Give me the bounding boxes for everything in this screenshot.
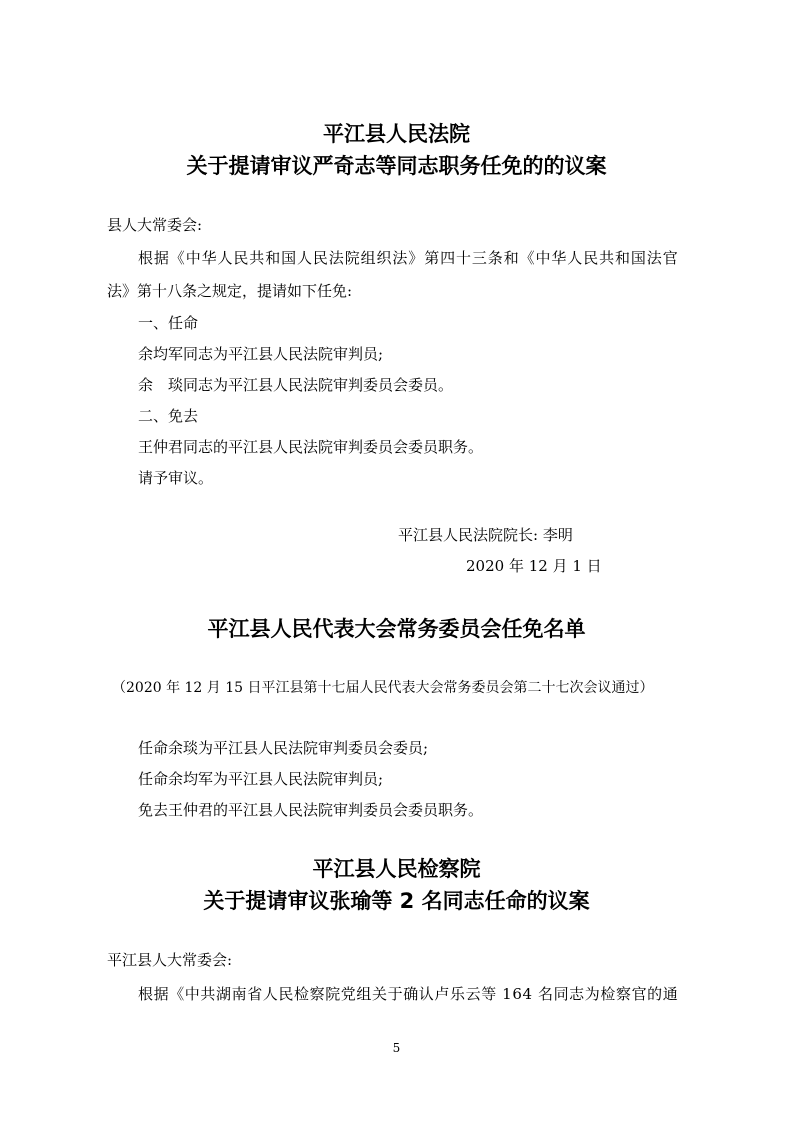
page-number: 5 [392, 1041, 401, 1055]
court-proposal-para-line1: 根据《中华人民共和国人民法院组织法》第四十三条和《中华人民共和国法官 [138, 249, 679, 267]
court-proposal-para-line2: 法》第十八条之规定，提请如下任免: [107, 282, 353, 300]
court-proposal-title-line1: 平江县人民法院 [323, 122, 470, 146]
appoint-item-2: 余 琰同志为平江县人民法院审判委员会委员。 [138, 376, 454, 394]
court-proposal-addressee: 县人大常委会: [107, 216, 203, 234]
remove-heading: 二、免去 [138, 407, 199, 425]
closing-request: 请予审议。 [138, 469, 214, 487]
appoint-item-1: 余均军同志为平江县人民法院审判员; [138, 345, 384, 363]
procuratorate-proposal-addressee: 平江县人大常委会: [107, 951, 233, 969]
appointment-list-title: 平江县人民代表大会常务委员会任免名单 [207, 617, 586, 641]
list-item: 任命余琰为平江县人民法院审判委员会委员; [138, 739, 429, 757]
remove-item-1: 王仲君同志的平江县人民法院审判委员会委员职务。 [138, 438, 484, 456]
proposal-date: 2020 年 12 月 1 日 [466, 557, 602, 575]
list-item: 任命余均军为平江县人民法院审判员; [138, 770, 384, 788]
list-item: 免去王仲君的平江县人民法院审判委员会委员职务。 [138, 801, 484, 819]
appointment-list-subtitle: （2020 年 12 月 15 日平江县第十七届人民代表大会常务委员会第二十七次会议通过） [112, 680, 654, 696]
appoint-heading: 一、任命 [138, 314, 199, 332]
procuratorate-proposal-title-line1: 平江县人民检察院 [312, 857, 481, 881]
court-proposal-title-line2: 关于提请审议严奇志等同志职务任免的的议案 [186, 154, 607, 178]
procuratorate-proposal-para-line1: 根据《中共湖南省人民检察院党组关于确认卢乐云等 164 名同志为检察官的通 [138, 985, 679, 1003]
procuratorate-proposal-title-line2: 关于提请审议张瑜等 2 名同志任命的议案 [203, 889, 590, 913]
signature: 平江县人民法院院长: 李明 [398, 526, 573, 544]
